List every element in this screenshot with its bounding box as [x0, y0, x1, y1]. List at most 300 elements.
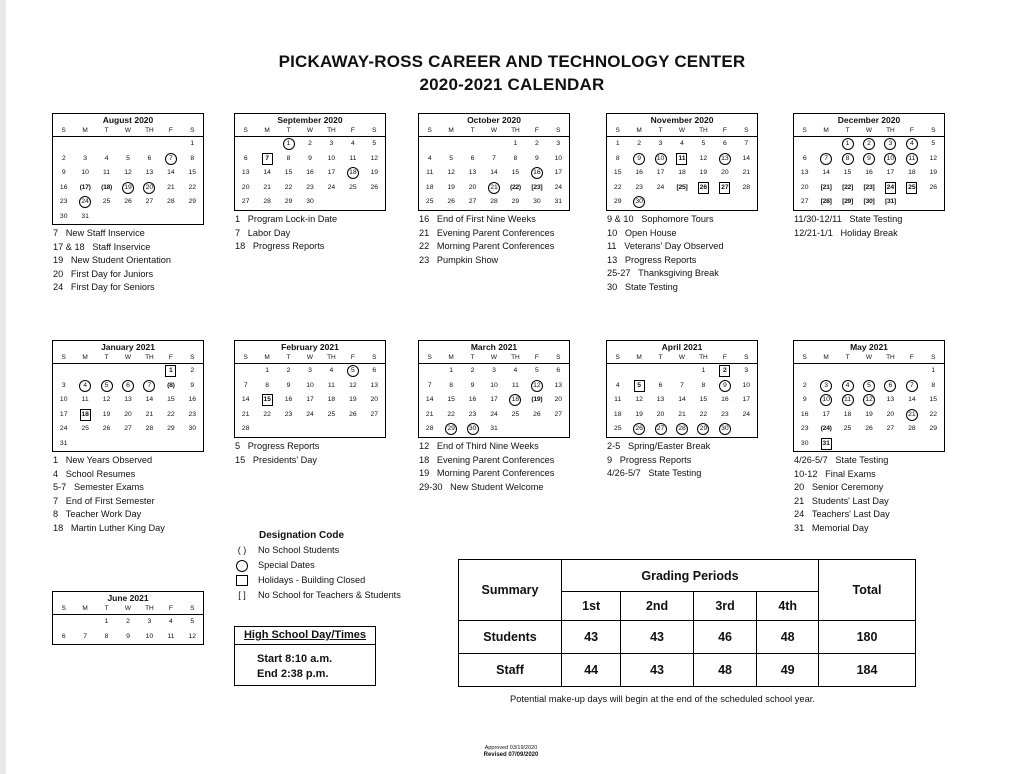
day-number: 10	[820, 394, 832, 406]
day-cell	[117, 408, 138, 423]
day-number: 12	[370, 154, 379, 162]
day-cell	[923, 364, 944, 379]
day-cell	[607, 408, 628, 423]
day-cell	[342, 195, 363, 210]
day-cell	[182, 408, 203, 423]
day-number: 12	[699, 154, 708, 162]
day-cell	[901, 422, 922, 437]
day-number: 3	[308, 367, 312, 374]
event-item	[607, 227, 724, 241]
weekday-label: S	[372, 127, 377, 134]
weekday-label: S	[190, 127, 195, 134]
day-number: 26	[102, 425, 111, 432]
day-cell	[815, 166, 836, 181]
day-number: 24	[306, 410, 314, 418]
day-cell	[628, 137, 649, 152]
weekday-label: F	[722, 354, 727, 361]
day-number: 15	[167, 396, 175, 403]
day-cell	[182, 379, 203, 394]
day-number: 27	[370, 410, 379, 418]
weekday-label: TH	[511, 354, 520, 361]
day-number: ( 18 )	[101, 182, 112, 193]
day-number: 19	[865, 410, 873, 418]
day-cell	[923, 437, 944, 452]
day-number: 10	[306, 381, 314, 389]
day-number: 19	[635, 410, 643, 418]
day-number: 3	[556, 140, 561, 147]
day-number: 8	[615, 154, 620, 162]
day-cell	[419, 408, 440, 423]
hs-end: End 2:38 p.m.	[257, 668, 329, 680]
weekday-label: M	[82, 127, 88, 134]
day-cell	[53, 437, 74, 452]
day-number: 10	[145, 632, 154, 640]
legend-item-holidays	[234, 573, 401, 588]
events-aug	[53, 227, 171, 295]
day-cell	[794, 364, 815, 379]
day-number: 27	[886, 425, 895, 432]
legend-label: Holidays - Building Closed	[258, 575, 366, 585]
day-grid	[419, 137, 569, 210]
events-oct	[419, 213, 554, 267]
event-item	[607, 254, 724, 268]
day-number: 22	[284, 183, 293, 191]
day-number: 21	[241, 410, 250, 418]
high-school-times	[234, 626, 376, 686]
weekday-label: T	[104, 127, 109, 134]
day-cell	[693, 181, 714, 196]
day-cell	[815, 181, 836, 196]
day-cell	[117, 137, 138, 152]
weekday-label: T	[658, 127, 663, 134]
day-cell	[53, 379, 74, 394]
day-number: 10	[884, 153, 896, 165]
day-number: 14	[241, 396, 250, 403]
events-apr	[607, 440, 710, 481]
day-cell	[483, 364, 504, 379]
event-date: 11	[607, 241, 617, 252]
day-number: 4	[906, 138, 918, 150]
day-cell	[235, 137, 256, 152]
day-cell	[714, 422, 735, 437]
day-cell	[235, 408, 256, 423]
day-cell	[526, 181, 547, 196]
day-cell	[462, 137, 483, 152]
day-cell	[901, 364, 922, 379]
event-label: Teachers' Last Day	[811, 509, 890, 520]
day-cell	[96, 379, 117, 394]
weekday-label: W	[490, 127, 498, 134]
day-cell	[321, 195, 342, 210]
circle-symbol-wrap	[234, 559, 250, 572]
day-number: 28	[676, 423, 688, 435]
day-cell	[321, 364, 342, 379]
day-number: 1	[449, 367, 454, 374]
weekday-label: TH	[327, 127, 336, 134]
event-date: 7	[53, 228, 59, 238]
day-cell	[858, 437, 879, 452]
day-number: 16	[635, 169, 643, 176]
day-cell	[714, 379, 735, 394]
day-cell	[548, 393, 569, 408]
day-cell	[53, 408, 74, 423]
day-cell	[837, 137, 858, 152]
weekday-label: W	[490, 354, 498, 361]
day-number: 25	[613, 425, 622, 432]
event-label: Progress Reports	[624, 254, 697, 265]
day-number: 6	[556, 367, 561, 374]
period-2nd: 2nd	[621, 592, 693, 621]
day-cell	[607, 181, 628, 196]
event-date: 24	[53, 282, 64, 293]
day-cell	[736, 166, 757, 181]
day-cell	[548, 137, 569, 152]
day-cell	[837, 152, 858, 167]
day-cell	[160, 615, 181, 630]
weekday-label: S	[556, 127, 561, 134]
day-number: 26	[929, 183, 938, 191]
day-cell	[923, 379, 944, 394]
day-cell	[364, 379, 385, 394]
day-cell	[160, 166, 181, 181]
month-title: December 2020	[837, 115, 901, 125]
day-cell	[139, 152, 160, 167]
day-cell	[505, 379, 526, 394]
day-cell	[483, 393, 504, 408]
day-number: 11	[103, 169, 111, 176]
day-cell	[139, 615, 160, 630]
day-cell	[182, 615, 203, 630]
day-number: 12	[124, 169, 132, 176]
day-cell	[299, 166, 320, 181]
day-number: 19	[929, 169, 938, 176]
day-cell	[53, 210, 74, 225]
event-item	[794, 522, 890, 536]
day-number: 29	[167, 425, 175, 432]
event-item	[53, 241, 171, 255]
day-cell	[815, 195, 836, 210]
day-number: 3	[658, 140, 663, 147]
day-number: 9	[286, 381, 291, 389]
day-cell	[235, 364, 256, 379]
day-number: 18	[425, 183, 434, 191]
parentheses-symbol: ( )	[237, 545, 247, 555]
day-number: 23	[306, 183, 314, 191]
legend-label: No School Students	[258, 545, 340, 555]
day-number: 6	[147, 154, 152, 162]
day-number: 22	[263, 410, 271, 418]
weekday-label: T	[470, 127, 475, 134]
day-cell	[139, 393, 160, 408]
day-cell	[74, 615, 95, 630]
day-cell	[235, 422, 256, 437]
day-cell	[440, 379, 461, 394]
event-item	[607, 281, 724, 295]
day-number: 18	[347, 167, 359, 179]
day-number: 26	[124, 198, 132, 205]
month-title: May 2021	[850, 342, 888, 352]
day-number: 5	[190, 618, 195, 625]
day-cell	[628, 422, 649, 437]
day-number: 1	[165, 365, 176, 377]
day-number: 5	[449, 154, 454, 162]
day-cell	[440, 195, 461, 210]
event-date: 13	[607, 254, 618, 265]
weekday-label: S	[190, 605, 195, 612]
day-number: 4	[104, 154, 109, 162]
day-number: [ 31 ]	[885, 196, 896, 207]
hs-start: Start 8:10 a.m.	[257, 653, 333, 665]
day-cell	[182, 393, 203, 408]
day-cell	[139, 422, 160, 437]
day-number: 26	[865, 425, 873, 432]
day-cell	[117, 152, 138, 167]
day-cell	[815, 152, 836, 167]
day-cell	[299, 364, 320, 379]
day-number: 10	[742, 381, 751, 389]
staff-total: 184	[819, 654, 916, 687]
day-cell	[256, 152, 277, 167]
day-number: 18	[613, 410, 622, 418]
day-cell	[53, 615, 74, 630]
day-cell	[462, 408, 483, 423]
summary-table	[458, 559, 916, 687]
day-number: 2	[308, 140, 312, 147]
month-title: February 2021	[281, 342, 339, 352]
legend-title: Designation Code	[259, 530, 345, 541]
day-grid	[419, 364, 569, 437]
day-cell	[96, 364, 117, 379]
day-cell	[53, 364, 74, 379]
day-grid	[794, 364, 944, 451]
event-item	[53, 254, 171, 268]
weekday-label: TH	[145, 605, 154, 612]
day-number: 11	[906, 153, 918, 165]
day-number: 30	[188, 425, 197, 432]
day-cell	[483, 137, 504, 152]
day-cell	[235, 181, 256, 196]
day-cell	[278, 152, 299, 167]
day-cell	[342, 152, 363, 167]
makeup-days-note: Potential make-up days will begin at the end of the scheduled school year.	[510, 694, 815, 704]
day-cell	[139, 166, 160, 181]
weekday-label: S	[427, 127, 432, 134]
weekday-label: F	[350, 127, 355, 134]
day-number: 26	[370, 183, 379, 191]
event-date: 10	[607, 227, 618, 238]
weekday-label: W	[124, 605, 132, 612]
day-cell	[650, 152, 671, 167]
day-number: 3	[744, 367, 749, 374]
day-cell	[440, 181, 461, 196]
weekday-label: T	[286, 127, 291, 134]
day-number: 8	[265, 381, 270, 389]
day-number: 13	[719, 153, 731, 165]
day-cell	[714, 152, 735, 167]
weekday-label: F	[909, 127, 914, 134]
day-cell	[96, 437, 117, 452]
weekday-label: T	[470, 354, 475, 361]
day-number: 23	[188, 410, 197, 418]
event-date: 18	[235, 241, 246, 252]
weekday-label: TH	[145, 127, 154, 134]
day-cell	[815, 422, 836, 437]
day-number: 28	[167, 198, 175, 205]
day-cell	[526, 166, 547, 181]
day-number: [ 30 ]	[863, 196, 874, 207]
day-cell	[182, 364, 203, 379]
total-header: Total	[819, 560, 916, 621]
event-label: Progress Reports	[247, 441, 320, 451]
day-cell	[96, 166, 117, 181]
day-cell	[736, 408, 757, 423]
day-number: 9	[308, 154, 312, 162]
day-cell	[74, 181, 95, 196]
day-cell	[419, 393, 440, 408]
event-item	[235, 454, 319, 468]
day-cell	[364, 137, 385, 152]
event-date: 30	[607, 281, 618, 292]
day-number: 10	[554, 154, 563, 162]
day-cell	[235, 152, 256, 167]
day-cell	[650, 166, 671, 181]
day-cell	[342, 166, 363, 181]
day-cell	[256, 137, 277, 152]
day-number: 23	[635, 183, 643, 191]
day-cell	[278, 181, 299, 196]
day-number: 29	[445, 423, 457, 435]
event-date: 9	[607, 454, 613, 465]
staff-4th: 49	[757, 654, 819, 687]
day-number: 11	[81, 396, 89, 403]
day-number: 2	[126, 618, 130, 625]
month-sep	[234, 113, 386, 211]
day-cell	[139, 137, 160, 152]
day-cell	[650, 393, 671, 408]
day-number: 20	[656, 410, 665, 418]
event-item	[419, 254, 554, 268]
day-cell	[858, 379, 879, 394]
day-cell	[182, 630, 203, 645]
day-number: 30	[719, 423, 731, 435]
weekday-label: TH	[327, 354, 336, 361]
weekday-label: M	[82, 354, 88, 361]
day-number: 25	[511, 410, 520, 418]
day-cell	[650, 379, 671, 394]
day-number: 8	[190, 154, 195, 162]
event-item	[419, 227, 554, 241]
day-cell	[837, 181, 858, 196]
day-cell	[160, 437, 181, 452]
day-cell	[526, 137, 547, 152]
day-cell	[794, 152, 815, 167]
day-number: 9	[633, 153, 645, 165]
day-cell	[650, 137, 671, 152]
month-title: June 2021	[107, 593, 149, 603]
day-cell	[299, 181, 320, 196]
event-item	[607, 440, 710, 454]
students-3rd: 46	[693, 621, 757, 654]
day-cell	[526, 195, 547, 210]
event-item	[235, 227, 337, 241]
event-item	[794, 213, 902, 227]
period-1st: 1st	[562, 592, 621, 621]
day-number: 6	[658, 381, 663, 389]
circle-icon	[236, 560, 248, 572]
event-label: Spring/Easter Break	[627, 441, 711, 451]
event-item	[607, 240, 724, 254]
day-cell	[117, 422, 138, 437]
event-date: 19	[53, 255, 64, 266]
day-grid	[607, 137, 757, 210]
day-number: 5	[863, 380, 875, 392]
day-cell	[505, 408, 526, 423]
day-cell	[139, 195, 160, 210]
day-cell	[256, 166, 277, 181]
day-number: 11	[426, 169, 434, 176]
weekday-label: TH	[699, 127, 708, 134]
day-number: 17	[656, 169, 665, 176]
day-cell	[794, 422, 815, 437]
day-number: 11	[614, 396, 622, 403]
day-number: 15	[511, 169, 520, 176]
day-cell	[837, 437, 858, 452]
day-cell	[858, 166, 879, 181]
day-cell	[901, 379, 922, 394]
event-label: Morning Parent Conferences	[436, 468, 555, 479]
day-grid	[607, 364, 757, 437]
day-number: 8	[286, 154, 291, 162]
day-cell	[736, 137, 757, 152]
day-cell	[440, 364, 461, 379]
day-cell	[321, 408, 342, 423]
event-item	[235, 213, 337, 227]
page-subtitle: 2020-2021 CALENDAR	[419, 75, 605, 94]
event-item	[53, 454, 165, 468]
weekday-label: S	[190, 354, 195, 361]
day-number: 16	[865, 169, 873, 176]
day-number: 9	[719, 380, 731, 392]
day-cell	[837, 166, 858, 181]
day-cell	[671, 195, 692, 210]
day-cell	[96, 422, 117, 437]
day-number: 21	[488, 182, 500, 194]
day-number: 30	[533, 198, 541, 205]
day-number: 7	[680, 381, 684, 389]
legend-label: Special Dates	[258, 560, 315, 570]
day-cell	[278, 364, 299, 379]
day-cell	[117, 166, 138, 181]
event-date: 19	[419, 468, 430, 479]
day-cell	[256, 408, 277, 423]
event-date: 7	[53, 495, 59, 506]
day-cell	[815, 393, 836, 408]
event-date: 29-30	[419, 481, 443, 492]
day-cell	[278, 137, 299, 152]
day-cell	[837, 195, 858, 210]
day-cell	[693, 195, 714, 210]
weekday-label: F	[722, 127, 727, 134]
day-number: 6	[722, 140, 727, 147]
day-cell	[526, 379, 547, 394]
weekday-label: S	[802, 354, 807, 361]
event-label: Evening Parent Conferences	[436, 454, 555, 465]
event-label: Labor Day	[247, 227, 291, 238]
day-cell	[182, 181, 203, 196]
day-number: 14	[167, 169, 175, 176]
day-number: 12	[635, 396, 643, 403]
day-cell	[96, 408, 117, 423]
